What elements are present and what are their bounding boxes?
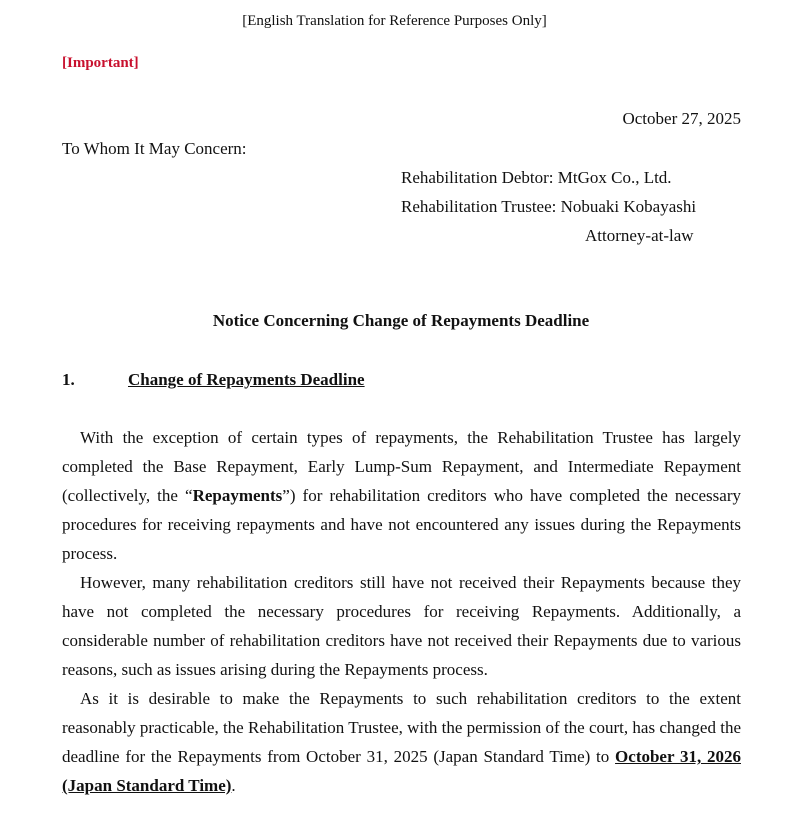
notice-date: October 27, 2025 xyxy=(622,109,741,128)
paragraph-1-text-a: With the exception of certain types of repayments, the Rehabilitation Trustee has largely completed the Base Repayment, Early Lump-Sum Repayment, and Intermediate Repayment (collectively, the “ xyxy=(62,428,741,505)
section-heading: Change of Repayments Deadline xyxy=(128,370,365,389)
section-number: 1. xyxy=(62,370,75,389)
new-deadline: October 31, 2026 (Japan Standard Time) xyxy=(62,747,741,795)
sender-debtor: Rehabilitation Debtor: MtGox Co., Ltd. xyxy=(401,168,672,187)
paragraph-1-text-b: ”) for rehabilitation creditors who have completed the necessary procedures for receiving repayments and have not encountered any issues during the Repayments process. xyxy=(62,486,741,563)
paragraph-2: However, many rehabilitation creditors still have not received their Repayments because they have not completed the necessary procedures for receiving Repayments. Additionally, a considerable number of rehabilitation creditors have not received their Repayments due to various reasons, such as issues arising during the Repayments process. xyxy=(62,573,741,679)
important-label: [Important] xyxy=(62,55,139,71)
sender-trustee: Rehabilitation Trustee: Nobuaki Kobayashi xyxy=(401,197,697,216)
sender-title: Attorney-at-law xyxy=(585,226,694,245)
paragraph-3 xyxy=(62,684,741,800)
page-title: Notice Concerning Change of Repayments Deadline xyxy=(212,311,590,330)
paragraph-3-end: . xyxy=(231,776,236,795)
defined-term-repayments: Repayments xyxy=(192,486,283,505)
paragraph-3-text: As it is desirable to make the Repayments to such rehabilitation creditors to the extent reasonably practicable, the Rehabilitation Trustee, with the permission of the court, has changed the deadline for the Repayments from October 31, 2025 (Japan Standard Time) to xyxy=(62,689,741,766)
translation-note: [English Translation for Reference Purposes Only] xyxy=(242,13,547,29)
addressee: To Whom It May Concern: xyxy=(62,139,247,158)
paragraph-1 xyxy=(62,423,741,568)
section-body xyxy=(62,423,741,800)
